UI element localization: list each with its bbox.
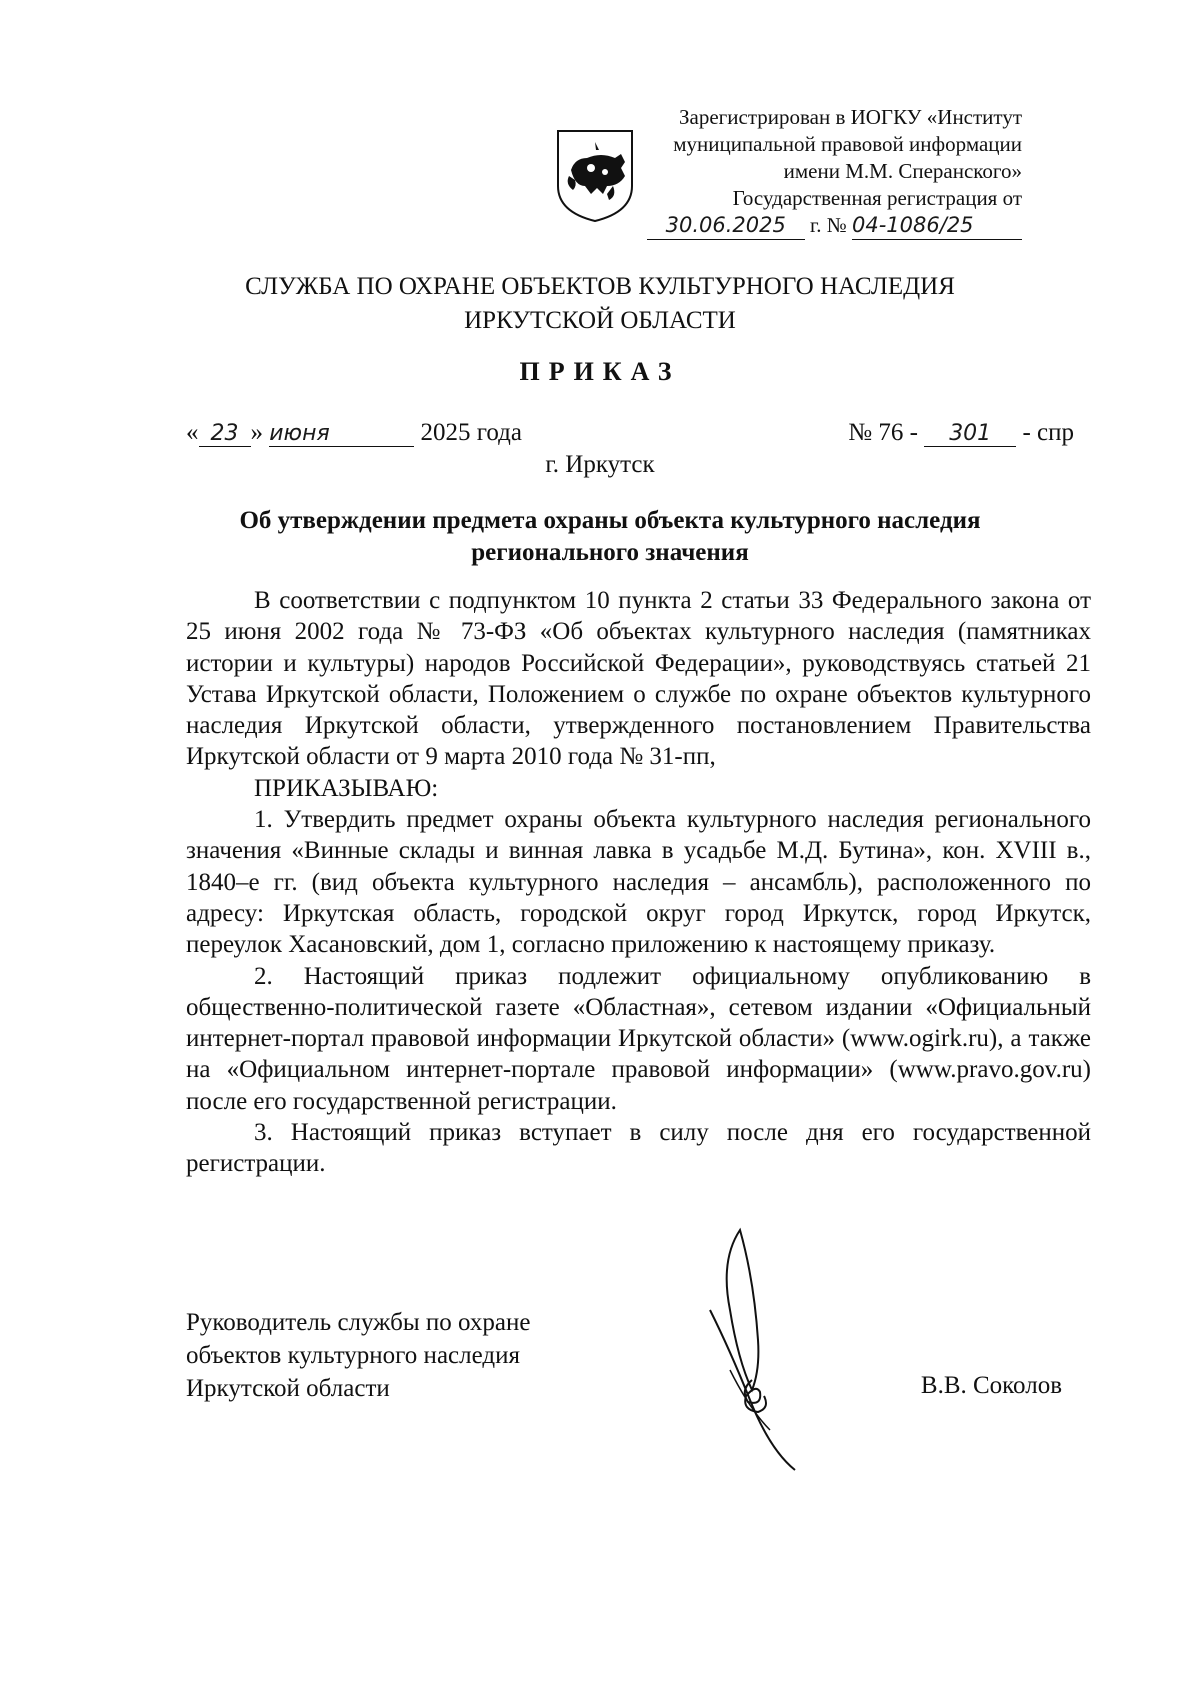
item-1-paragraph: 1. Утвердить предмет охраны объекта культурного наследия регионального значения «Винные склады и винная лавка в усадьбе М.Д. Бутина», кон. XVIII в., 1840–е гг. (вид объекта культурного наследия – ансамбль), расположенного по адресу: Иркутская область, городской округ город Иркутск, город Иркутск, переулок Хасановский, дом 1, согласно приложению к настоящему приказу. bbox=[186, 806, 1091, 959]
registration-line-2: муниципальной правовой информации bbox=[673, 132, 1022, 156]
order-body bbox=[186, 585, 1091, 1180]
order-city: г. Иркутск bbox=[545, 451, 655, 478]
organization-line-1: СЛУЖБА ПО ОХРАНЕ ОБЪЕКТОВ КУЛЬТУРНОГО НАСЛЕДИЯ bbox=[245, 273, 955, 300]
preamble-paragraph: В соответствии с подпунктом 10 пункта 2 статьи 33 Федерального закона от 25 июня 2002 года № 73-ФЗ «Об объектах культурного наследия (памятниках истории и культуры) народов Российской Федерации», руководствуясь статьей 21 Устава Иркутской области, Положением о службе по охране объектов культурного наследия Иркутской области, утвержденного постановлением Правительства Иркутской области от 9 марта 2010 года № 31-пп, bbox=[186, 587, 1091, 771]
item-3-paragraph: 3. Настоящий приказ вступает в силу после дня его государственной регистрации. bbox=[186, 1119, 1091, 1178]
order-number bbox=[848, 419, 1074, 447]
position-line-1: Руководитель службы по охране bbox=[186, 1309, 531, 1336]
registration-line-4: Государственная регистрация от bbox=[732, 186, 1022, 210]
quote-open: « bbox=[186, 419, 199, 446]
quote-close: » bbox=[250, 419, 263, 446]
registration-date: 30.06.2025 bbox=[647, 212, 805, 240]
position-line-2: объектов культурного наследия bbox=[186, 1342, 520, 1369]
subject-line-2: регионального значения bbox=[471, 539, 749, 566]
organization-name bbox=[0, 270, 1200, 338]
registration-line-3: имени М.М. Сперанского» bbox=[783, 159, 1022, 183]
directive-paragraph: ПРИКАЗЫВАЮ: bbox=[254, 774, 439, 802]
registration-number: 04-1086/25 bbox=[852, 212, 1022, 240]
order-year: 2025 года bbox=[420, 419, 522, 446]
registration-date-line bbox=[602, 212, 1022, 240]
signatory-position bbox=[186, 1306, 530, 1405]
registration-year-suffix: г. № bbox=[809, 213, 847, 237]
order-number-value: 301 bbox=[924, 421, 1016, 447]
registration-block bbox=[602, 104, 1022, 240]
signatory-name: В.В. Соколов bbox=[920, 1372, 1062, 1399]
item-2-paragraph: 2. Настоящий приказ подлежит официальному опубликованию в общественно-политической газете «Областная», сетевом издании «Официальный интернет-портал правовой информации Иркутской области» (www.ogirk.ru), а также на «Официальном интернет-портале правовой информации» (www.pravo.gov.ru) после его государственной регистрации. bbox=[186, 962, 1091, 1115]
document-title: ПРИКАЗ bbox=[519, 357, 681, 386]
order-subject bbox=[200, 505, 1020, 569]
handwritten-signature-icon bbox=[700, 1220, 840, 1485]
order-number-prefix: № 76 - bbox=[848, 419, 918, 446]
organization-line-2: ИРКУТСКОЙ ОБЛАСТИ bbox=[464, 307, 736, 334]
subject-line-1: Об утверждении предмета охраны объекта культурного наследия bbox=[239, 507, 981, 534]
position-line-3: Иркутской области bbox=[186, 1375, 390, 1402]
order-month: июня bbox=[269, 421, 414, 447]
order-number-suffix: - спр bbox=[1022, 419, 1074, 446]
order-date bbox=[186, 419, 522, 447]
order-day: 23 bbox=[199, 421, 251, 447]
registration-line-1: Зарегистрирован в ИОГКУ «Институт bbox=[678, 105, 1022, 129]
